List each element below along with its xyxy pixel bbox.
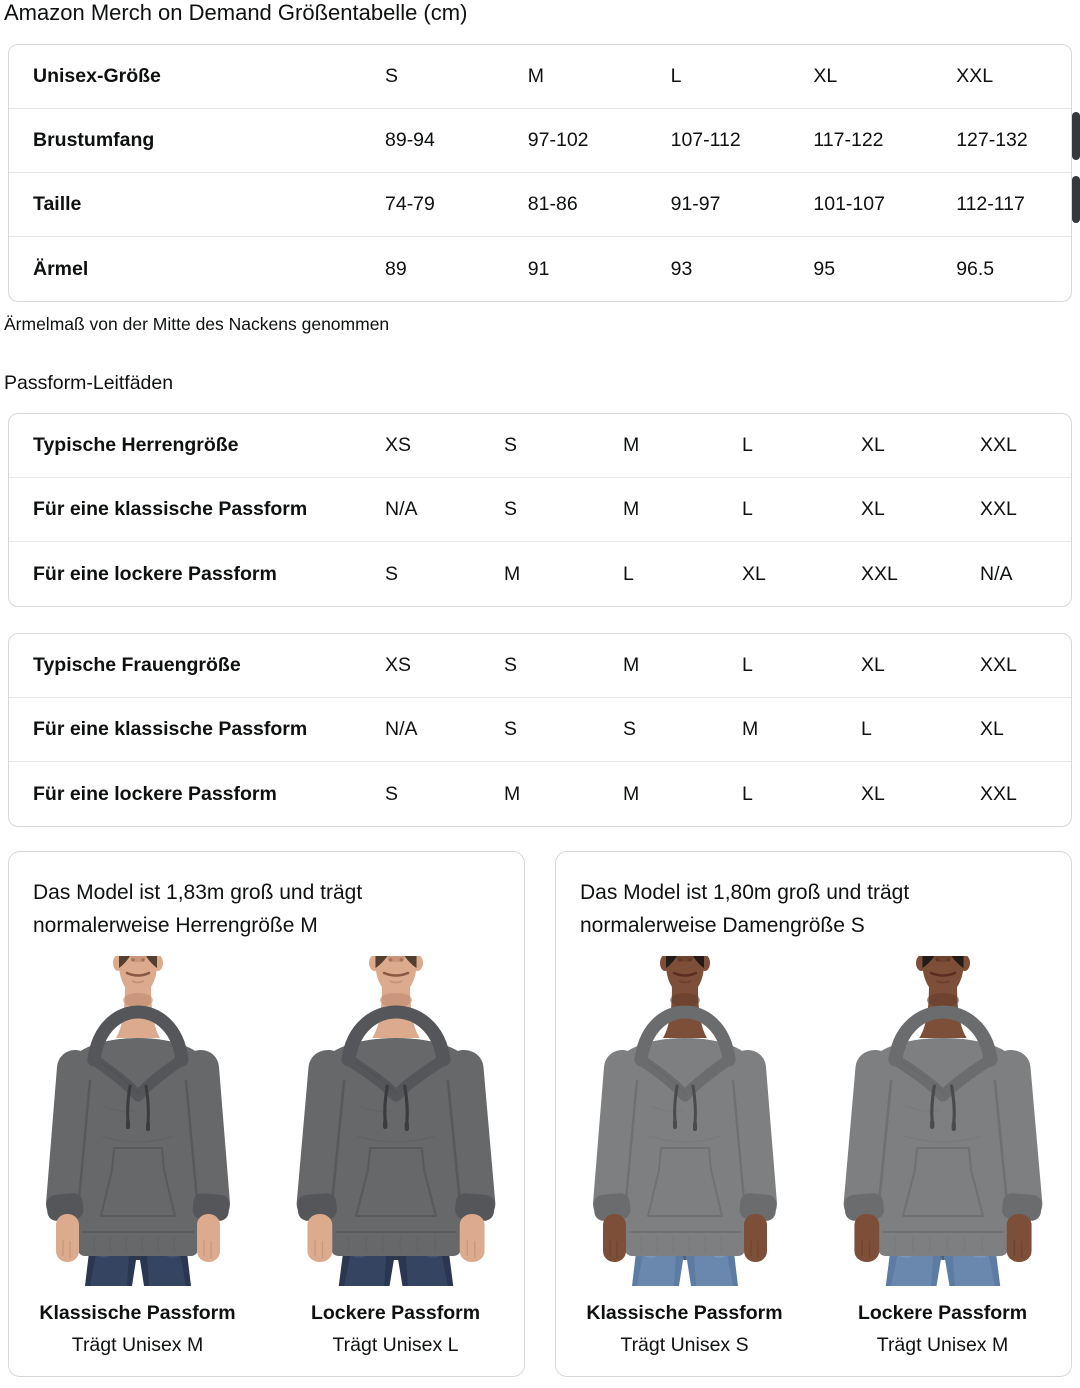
mens-fit-table — [8, 413, 1072, 607]
row-value: N/A — [385, 718, 418, 740]
row-value: S — [504, 718, 518, 740]
female-model-loose-fit-photo — [837, 956, 1049, 1357]
row-value: 97-102 — [527, 129, 589, 151]
table-row — [9, 414, 1071, 478]
row-value: XL — [861, 782, 885, 805]
row-value: L — [623, 562, 634, 585]
size-worn-label: Trägt Unisex S — [620, 1334, 749, 1356]
row-label: Für eine klassische Passform — [33, 718, 308, 740]
size-column-header: XL — [813, 65, 838, 87]
table-row — [9, 237, 1071, 301]
table-row — [9, 542, 1071, 606]
table-row — [9, 173, 1071, 237]
row-value: N/A — [385, 498, 418, 520]
size-column-header: L — [670, 65, 682, 87]
model-photos — [33, 956, 500, 1357]
table-row — [9, 45, 1071, 109]
fit-guides-heading: Passform-Leitfäden — [4, 372, 174, 394]
row-value: S — [385, 562, 399, 585]
row-value: XL — [980, 718, 1004, 740]
female-model-classic-hoodie-illustration — [579, 956, 791, 1286]
model-description: Das Model ist 1,83m groß und trägt normalerweise Herrengröße M — [33, 881, 363, 937]
row-value: 89-94 — [385, 129, 435, 151]
row-value: L — [742, 654, 753, 676]
row-value: XXL — [861, 562, 898, 585]
male-model-loose-hoodie-illustration — [281, 956, 510, 1286]
row-value: L — [742, 782, 753, 805]
row-value: L — [861, 718, 872, 740]
row-value: 95 — [813, 257, 836, 280]
scrollbar-thumb-lower[interactable] — [1072, 176, 1080, 223]
row-label: Unisex-Größe — [33, 65, 161, 87]
row-value: M — [504, 782, 521, 805]
row-value: M — [623, 498, 640, 520]
model-cards — [8, 851, 1072, 1377]
size-column-header: S — [385, 65, 399, 87]
table-row — [9, 762, 1071, 826]
row-value: N/A — [980, 562, 1013, 585]
row-value: XS — [385, 654, 412, 676]
womens-model-card — [555, 851, 1072, 1377]
row-value: 81-86 — [527, 193, 578, 215]
row-value: 91 — [527, 257, 550, 280]
row-value: 107-112 — [670, 129, 741, 151]
size-worn-label: Trägt Unisex M — [71, 1334, 204, 1356]
row-label: Taille — [33, 193, 82, 215]
row-label: Brustumfang — [33, 129, 155, 151]
womens-fit-table — [8, 633, 1072, 827]
row-value: XL — [861, 654, 885, 676]
fit-label: Lockere Passform — [310, 1302, 481, 1324]
male-model-classic-hoodie-illustration — [32, 956, 244, 1286]
row-value: XL — [861, 498, 885, 520]
size-worn-label: Trägt Unisex M — [876, 1334, 1009, 1356]
row-value: M — [623, 782, 640, 805]
model-description: Das Model ist 1,80m groß und trägt normalerweise Damengröße S — [580, 881, 910, 937]
row-value: 93 — [670, 257, 693, 280]
row-label: Für eine lockere Passform — [33, 562, 277, 585]
model-photos — [580, 956, 1047, 1357]
row-value: M — [623, 434, 640, 456]
row-value: M — [742, 718, 759, 740]
row-value: XXL — [980, 434, 1017, 456]
row-value: 96.5 — [956, 257, 995, 280]
row-value: XL — [861, 434, 885, 456]
scrollbar-thumb-upper[interactable] — [1072, 112, 1080, 160]
row-value: S — [504, 434, 518, 456]
row-value: 117-122 — [813, 129, 884, 151]
size-worn-label: Trägt Unisex L — [332, 1334, 459, 1356]
row-value: XXL — [980, 654, 1017, 676]
table-row — [9, 698, 1071, 762]
row-value: 91-97 — [670, 193, 721, 215]
row-label: Für eine klassische Passform — [33, 498, 308, 520]
fit-label: Lockere Passform — [857, 1302, 1028, 1324]
row-label: Typische Frauengröße — [33, 654, 241, 676]
row-label: Ärmel — [33, 257, 89, 280]
unisex-size-table — [8, 44, 1072, 302]
size-column-header: M — [527, 65, 545, 87]
row-value: L — [742, 498, 753, 520]
row-value: 74-79 — [385, 193, 435, 215]
row-value: 89 — [385, 257, 407, 280]
row-value: 127-132 — [956, 129, 1028, 151]
size-column-header: XXL — [956, 65, 994, 87]
row-value: M — [504, 562, 521, 585]
mens-model-card — [8, 851, 525, 1377]
table-row — [9, 478, 1071, 542]
row-label: Für eine lockere Passform — [33, 782, 277, 805]
row-value: M — [623, 654, 640, 676]
fit-label: Klassische Passform — [39, 1302, 236, 1324]
row-label: Typische Herrengröße — [33, 434, 239, 456]
row-value: XS — [385, 434, 412, 456]
row-value: 112-117 — [956, 193, 1025, 215]
row-value: XL — [742, 562, 766, 585]
male-model-classic-fit-photo — [32, 956, 244, 1357]
row-value: S — [504, 654, 518, 676]
fit-label: Klassische Passform — [586, 1302, 783, 1324]
female-model-loose-hoodie-illustration — [828, 956, 1057, 1286]
female-model-classic-fit-photo — [579, 956, 791, 1357]
row-value: S — [504, 498, 518, 520]
row-value: S — [623, 718, 637, 740]
row-value: S — [385, 782, 399, 805]
sleeve-measure-note: Ärmelmaß von der Mitte des Nackens genommen — [4, 314, 390, 334]
row-value: XXL — [980, 782, 1017, 805]
table-row — [9, 109, 1071, 173]
row-value: XXL — [980, 498, 1017, 520]
table-row — [9, 634, 1071, 698]
page-title: Amazon Merch on Demand Größentabelle (cm) — [4, 0, 468, 25]
row-value: L — [742, 434, 753, 456]
row-value: 101-107 — [813, 193, 885, 215]
male-model-loose-fit-photo — [290, 956, 502, 1357]
